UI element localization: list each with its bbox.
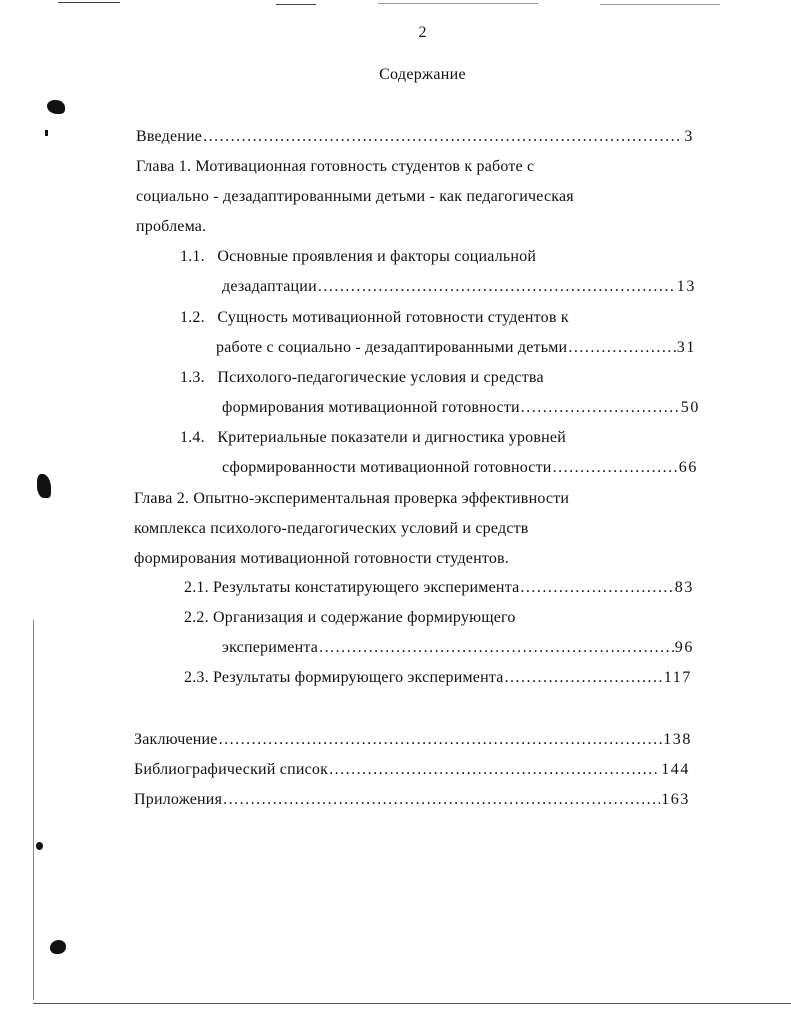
- toc-label: Введение: [136, 128, 203, 145]
- toc-section-1-4-cont: [222, 458, 698, 478]
- ink-blot: [47, 100, 65, 114]
- toc-page: 117: [663, 669, 692, 686]
- toc-page: 83: [674, 579, 694, 596]
- toc-entry-appendices: [134, 790, 690, 810]
- ink-blot: [45, 130, 48, 136]
- page-title: Содержание: [379, 66, 466, 83]
- toc-entry-intro: [136, 127, 694, 147]
- section-number: 1.4.: [180, 429, 205, 446]
- section-title: 2.3. Результаты формирующего эксперимента: [184, 669, 504, 686]
- section-title-cont: эксперимента: [222, 639, 319, 656]
- toc-section-2-3: [184, 668, 692, 688]
- toc-page: 31: [676, 339, 696, 356]
- scan-edge-left: [33, 620, 34, 1000]
- chapter-heading-line: Глава 1. Мотивационная готовность студентов к работе с: [136, 158, 535, 175]
- toc-section-1-2-cont: [216, 338, 696, 358]
- toc-page: 163: [661, 791, 690, 808]
- section-title: Основные проявления и факторы социальной: [217, 248, 537, 265]
- toc-leader: [553, 458, 678, 478]
- ink-blot: [36, 842, 43, 850]
- toc-leader: [319, 638, 674, 658]
- chapter-heading-line: комплекса психолого-педагогических условий и средств: [134, 520, 529, 537]
- page-number: 2: [418, 24, 427, 41]
- toc-page: 3: [684, 128, 694, 145]
- toc-leader: [203, 127, 683, 147]
- toc-section-2-1: [184, 578, 694, 598]
- section-title-cont: работе с социально - дезадаптированными детьми: [216, 339, 568, 356]
- section-title: 2.1. Результаты констатирующего эксперимента: [184, 579, 520, 596]
- chapter-heading-line: социально - дезадаптированными детьми - как педагогическая: [136, 188, 574, 205]
- scan-artifact-top: [58, 2, 120, 3]
- toc-leader: [520, 578, 673, 598]
- scan-artifact-top: [276, 4, 316, 5]
- toc-section-1-1: [180, 247, 536, 267]
- section-title-cont: дезадаптации: [222, 278, 317, 295]
- toc-page: 138: [663, 731, 692, 748]
- toc-page: 13: [676, 278, 696, 295]
- toc-leader: [223, 790, 660, 810]
- chapter-heading-line: Глава 2. Опытно-экспериментальная проверка эффективности: [134, 490, 570, 507]
- toc-section-2-2: 2.2. Организация и содержание формирующего: [184, 609, 516, 626]
- toc-leader: [329, 760, 660, 780]
- toc-page: 96: [674, 639, 694, 656]
- section-number: 1.2.: [180, 309, 205, 326]
- section-title: Критериальные показатели и дигностика уровней: [217, 429, 566, 446]
- toc-leader: [521, 398, 680, 418]
- toc-page: 66: [678, 459, 698, 476]
- toc-label: Приложения: [134, 791, 223, 808]
- section-title-cont: формирования мотивационной готовности: [222, 399, 520, 416]
- chapter-heading-line: формирования мотивационной готовности студентов.: [134, 550, 509, 567]
- section-title: Сущность мотивационной готовности студентов к: [217, 309, 569, 326]
- toc-label: Заключение: [134, 731, 218, 748]
- scan-artifact-top: [600, 4, 720, 5]
- section-number: 1.1.: [180, 248, 205, 265]
- toc-leader: [568, 338, 675, 358]
- toc-entry-conclusion: [134, 730, 692, 750]
- toc-section-2-2-cont: [222, 638, 694, 658]
- section-number: 1.3.: [180, 369, 205, 386]
- toc-section-1-1-cont: [222, 277, 696, 297]
- toc-section-1-4: [180, 428, 566, 448]
- toc-page: 144: [661, 761, 690, 778]
- toc-section-1-2: [180, 308, 569, 328]
- toc-label: Библиографический список: [134, 761, 329, 778]
- toc-leader: [219, 730, 663, 750]
- ink-blot: [37, 474, 51, 498]
- toc-section-1-3: [180, 368, 544, 388]
- section-title-cont: сформированности мотивационной готовности: [222, 459, 552, 476]
- section-title: Психолого-педагогические условия и средства: [217, 369, 544, 386]
- toc-section-1-3-cont: [222, 398, 700, 418]
- chapter-heading-line: проблема.: [136, 218, 207, 235]
- ink-blot: [50, 940, 66, 954]
- toc-page: 50: [680, 399, 700, 416]
- toc-leader: [505, 668, 663, 688]
- scan-edge-bottom: [33, 1003, 791, 1004]
- toc-entry-bibliography: [134, 760, 690, 780]
- toc-leader: [318, 277, 676, 297]
- scan-artifact-top: [378, 3, 538, 4]
